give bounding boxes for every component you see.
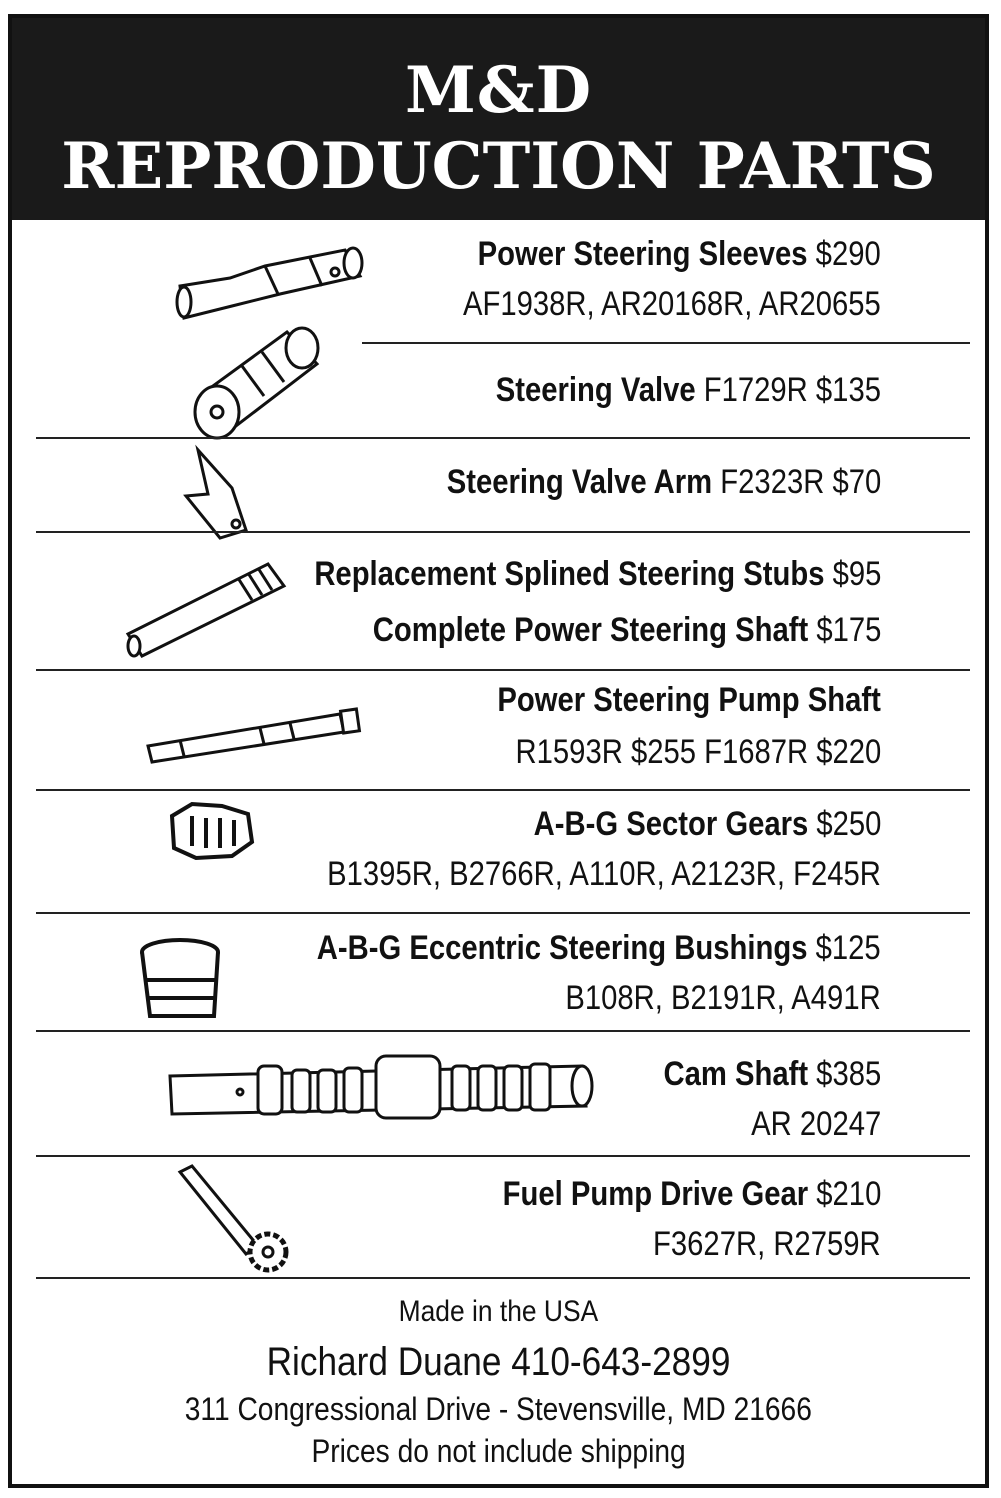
pump-shaft-icon: [140, 698, 370, 768]
divider: [36, 437, 970, 439]
contact-line: Richard Duane 410-643-2899: [266, 1340, 731, 1384]
camshaft-icon: [162, 1048, 602, 1128]
item-complete-shaft: [372, 610, 881, 650]
ad-frame: [8, 14, 989, 1488]
item-cam-shaft: [663, 1054, 881, 1094]
item-name: Fuel Pump Drive Gear: [502, 1175, 808, 1213]
item-part-numbers: B1395R, B2766R, A110R, A2123R, F245R: [327, 855, 881, 893]
ad-header: [12, 18, 985, 220]
shipping-note: Prices do not include shipping: [311, 1433, 686, 1469]
shaft-icon: [118, 558, 294, 668]
item-detail: F2323R $70: [720, 463, 881, 501]
item-sector-gears: [533, 804, 881, 844]
valve-icon: [182, 324, 332, 444]
item-part-numbers: B108R, B2191R, A491R: [565, 979, 881, 1017]
item-name: Power Steering Pump Shaft: [497, 681, 881, 719]
item-part-numbers: F3627R, R2759R: [653, 1225, 881, 1263]
item-detail: F1729R $135: [703, 371, 881, 409]
item-price: $250: [815, 805, 881, 843]
item-name: Cam Shaft: [663, 1055, 808, 1093]
item-price: $125: [815, 929, 881, 967]
item-name: A-B-G Eccentric Steering Bushings: [317, 929, 808, 967]
divider: [36, 669, 970, 671]
brand-title: M&D: [404, 53, 593, 128]
item-name: Steering Valve Arm: [446, 463, 712, 501]
divider: [36, 1277, 970, 1279]
item-steering-valve-arm: [446, 462, 881, 502]
item-splined-stubs: [314, 554, 881, 594]
item-part-numbers: AF1938R, AR20168R, AR20655: [463, 285, 881, 323]
item-price: $385: [815, 1055, 881, 1093]
item-drive-gear: [502, 1174, 881, 1214]
sector-gear-icon: [162, 796, 262, 866]
divider: [36, 531, 970, 533]
valve-arm-icon: [180, 444, 260, 544]
item-price: $95: [832, 555, 881, 593]
item-price: $210: [815, 1175, 881, 1213]
item-part-numbers: R1593R $255 F1687R $220: [515, 733, 881, 771]
divider: [36, 1030, 970, 1032]
made-in-usa: Made in the USA: [398, 1295, 599, 1328]
item-power-steering-sleeves: [478, 234, 881, 274]
divider: [36, 1155, 970, 1157]
item-name: A-B-G Sector Gears: [533, 805, 808, 843]
divider: [362, 342, 970, 344]
bushing-icon: [130, 930, 230, 1030]
item-pump-shaft-name: [498, 680, 881, 720]
item-name: Power Steering Sleeves: [477, 235, 808, 273]
item-name: Complete Power Steering Shaft: [372, 611, 808, 649]
divider: [36, 912, 970, 914]
drive-gear-icon: [168, 1160, 308, 1278]
item-part-numbers: AR 20247: [750, 1105, 881, 1143]
sleeve-icon: [170, 236, 370, 326]
brand-subtitle: REPRODUCTION PARTS: [61, 129, 936, 204]
item-eccentric-bushings: [317, 928, 881, 968]
item-name: Steering Valve: [495, 371, 696, 409]
item-price: $175: [815, 611, 881, 649]
divider: [36, 789, 970, 791]
item-steering-valve: [496, 370, 881, 410]
address-line: 311 Congressional Drive - Stevensville, MD 21666: [184, 1391, 813, 1427]
item-price: $290: [815, 235, 881, 273]
item-name: Replacement Splined Steering Stubs: [313, 555, 825, 593]
